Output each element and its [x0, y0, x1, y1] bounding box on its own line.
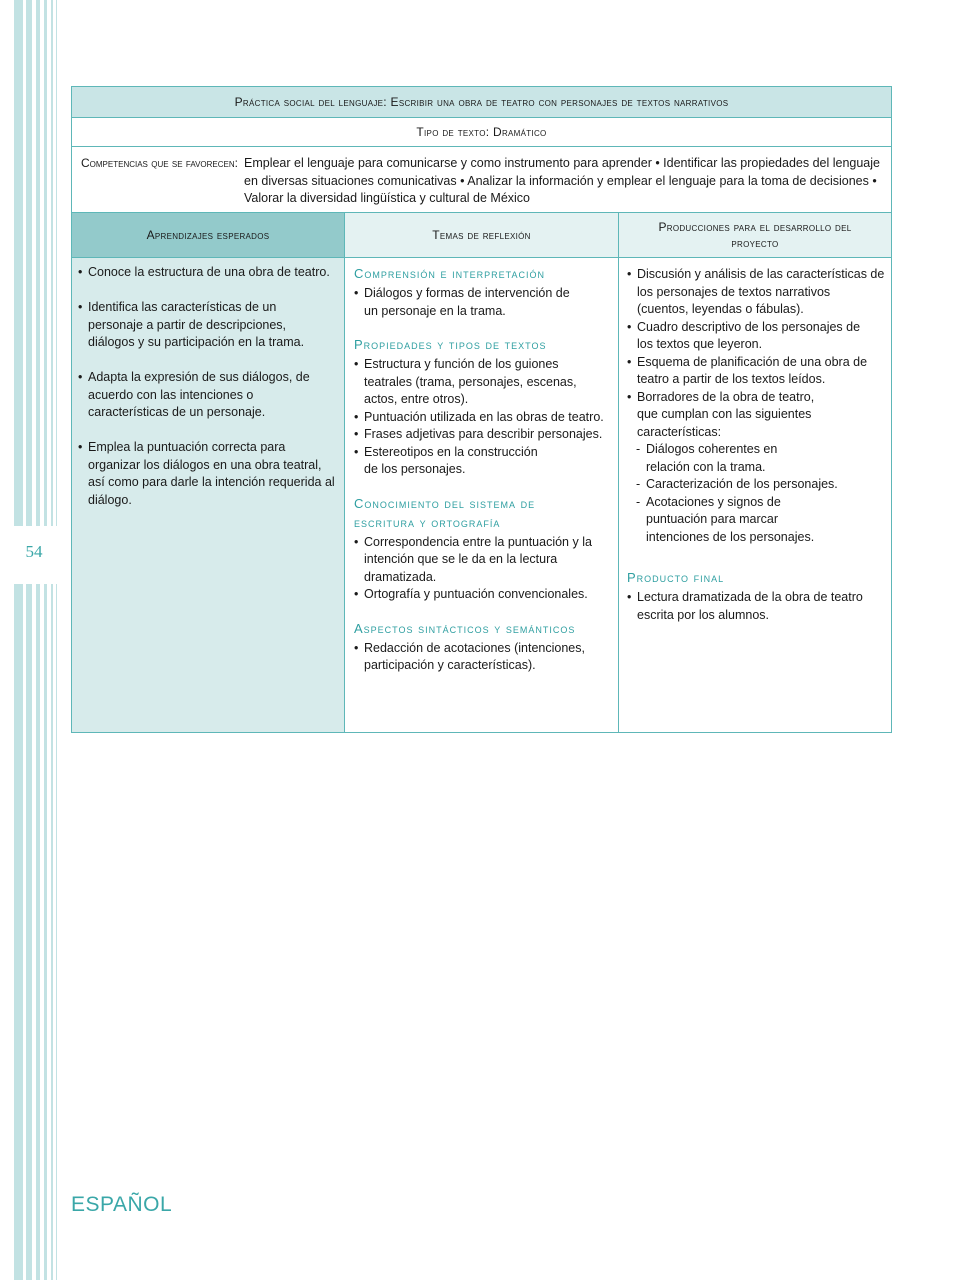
text-type-row — [72, 118, 891, 147]
topic-title: Conocimiento del sistema de escritura y ortografía — [354, 495, 536, 530]
topic-section — [354, 494, 612, 604]
list-item: • Estructura y función de los guiones teatrales (trama, personajes, escenas, actos, entre otros). — [354, 356, 612, 409]
list-item: • Redacción de acotaciones (intenciones, participación y características). — [354, 640, 612, 675]
margin-stripe — [36, 0, 40, 1280]
list-item: • Lectura dramatizada de la obra de teatro escrita por los alumnos. — [627, 589, 885, 624]
header-learnings: Aprendizajes esperados — [72, 213, 345, 257]
competencies-text: Emplear el lenguaje para comunicarse y como instrumento para aprender • Identificar las propiedades del lenguaje en diversas situaciones comunicativas • Analizar la información y emplear el lenguaje para la toma de decisiones • Valorar la diversidad lingüística y cultural de México — [244, 156, 880, 205]
list-item: • Estereotipos en la construcción de los personajes. — [354, 444, 612, 479]
margin-stripe — [44, 0, 47, 1280]
list-item-text: Borradores de la obra de teatro, que cumplan con las siguientes características: — [637, 389, 815, 439]
competencies-row — [72, 147, 891, 213]
content-row — [72, 258, 891, 732]
final-product-title: Producto final — [627, 570, 725, 585]
sub-item: - Caracterización de los personajes. — [627, 476, 825, 494]
margin-stripe — [51, 0, 53, 1280]
topic-section — [354, 264, 612, 320]
subject-footer: ESPAÑOL — [71, 1193, 173, 1216]
productions-sublist — [627, 441, 838, 546]
learnings-list — [78, 264, 338, 509]
list-item: • Identifica las características de un personaje a partir de descripciones, diálogos y su participación en la trama. — [78, 299, 338, 352]
margin-stripe — [26, 0, 32, 1280]
competencies-label: Competencias que se favorecen: — [81, 156, 238, 170]
topic-title: Propiedades y tipos de textos — [354, 337, 547, 352]
page-number: 54 — [25, 542, 43, 561]
list-item: • Conoce la estructura de una obra de teatro. — [78, 264, 338, 282]
sub-item: - Acotaciones y signos de puntuación para marcar intenciones de los personajes. — [627, 494, 825, 547]
header-topics: Temas de reflexión — [345, 213, 619, 257]
column-headers — [72, 213, 891, 258]
curriculum-table — [71, 86, 892, 733]
topic-section — [354, 335, 612, 479]
list-item: • Emplea la puntuación correcta para organizar los diálogos en una obra teatral, así como para darle la intención requerida al diálogo. — [78, 439, 338, 509]
list-item: • Diálogos y formas de intervención de un personaje en la trama. — [354, 285, 612, 320]
topic-title: Comprensión e interpretación — [354, 266, 545, 281]
list-item: • Correspondencia entre la puntuación y la intención que se le da en la lectura dramatizada. — [354, 534, 612, 587]
topic-title: Aspectos sintácticos y semánticos — [354, 620, 576, 636]
topic-list — [354, 285, 612, 320]
productions-cell — [619, 258, 891, 732]
learnings-cell — [72, 258, 345, 732]
margin-stripe — [14, 0, 23, 1280]
practice-title: Práctica social del lenguaje: Escribir una obra de teatro con personajes de textos narrativos — [234, 95, 729, 109]
topics-cell — [345, 258, 619, 732]
list-item: • Cuadro descriptivo de los personajes de los textos que leyeron. — [627, 319, 885, 354]
list-item: • Discusión y análisis de las características de los personajes de textos narrativos (cuentos, leyendas o fábulas). — [627, 266, 885, 319]
header-productions-text: Producciones para el desarrollo del proyecto — [658, 220, 852, 250]
list-item: • Ortografía y puntuación convencionales. — [354, 586, 612, 604]
header-productions — [619, 213, 891, 257]
list-item — [627, 389, 885, 547]
margin-stripe — [56, 0, 57, 1280]
list-item: • Esquema de planificación de una obra de teatro a partir de los textos leídos. — [627, 354, 885, 389]
productions-list — [627, 266, 885, 546]
topic-list — [354, 640, 612, 675]
list-item: • Puntuación utilizada en las obras de teatro. — [354, 409, 612, 427]
practice-row — [72, 87, 891, 118]
text-type: Tipo de texto: Dramático — [416, 125, 547, 139]
list-item: • Adapta la expresión de sus diálogos, de acuerdo con las intenciones o características de un personaje. — [78, 369, 338, 422]
topic-section — [354, 619, 612, 675]
topic-list — [354, 534, 612, 604]
topic-list — [354, 356, 612, 479]
list-item: • Frases adjetivas para describir personajes. — [354, 426, 612, 444]
sub-item: - Diálogos coherentes en relación con la trama. — [627, 441, 825, 476]
final-product-list — [627, 589, 885, 624]
